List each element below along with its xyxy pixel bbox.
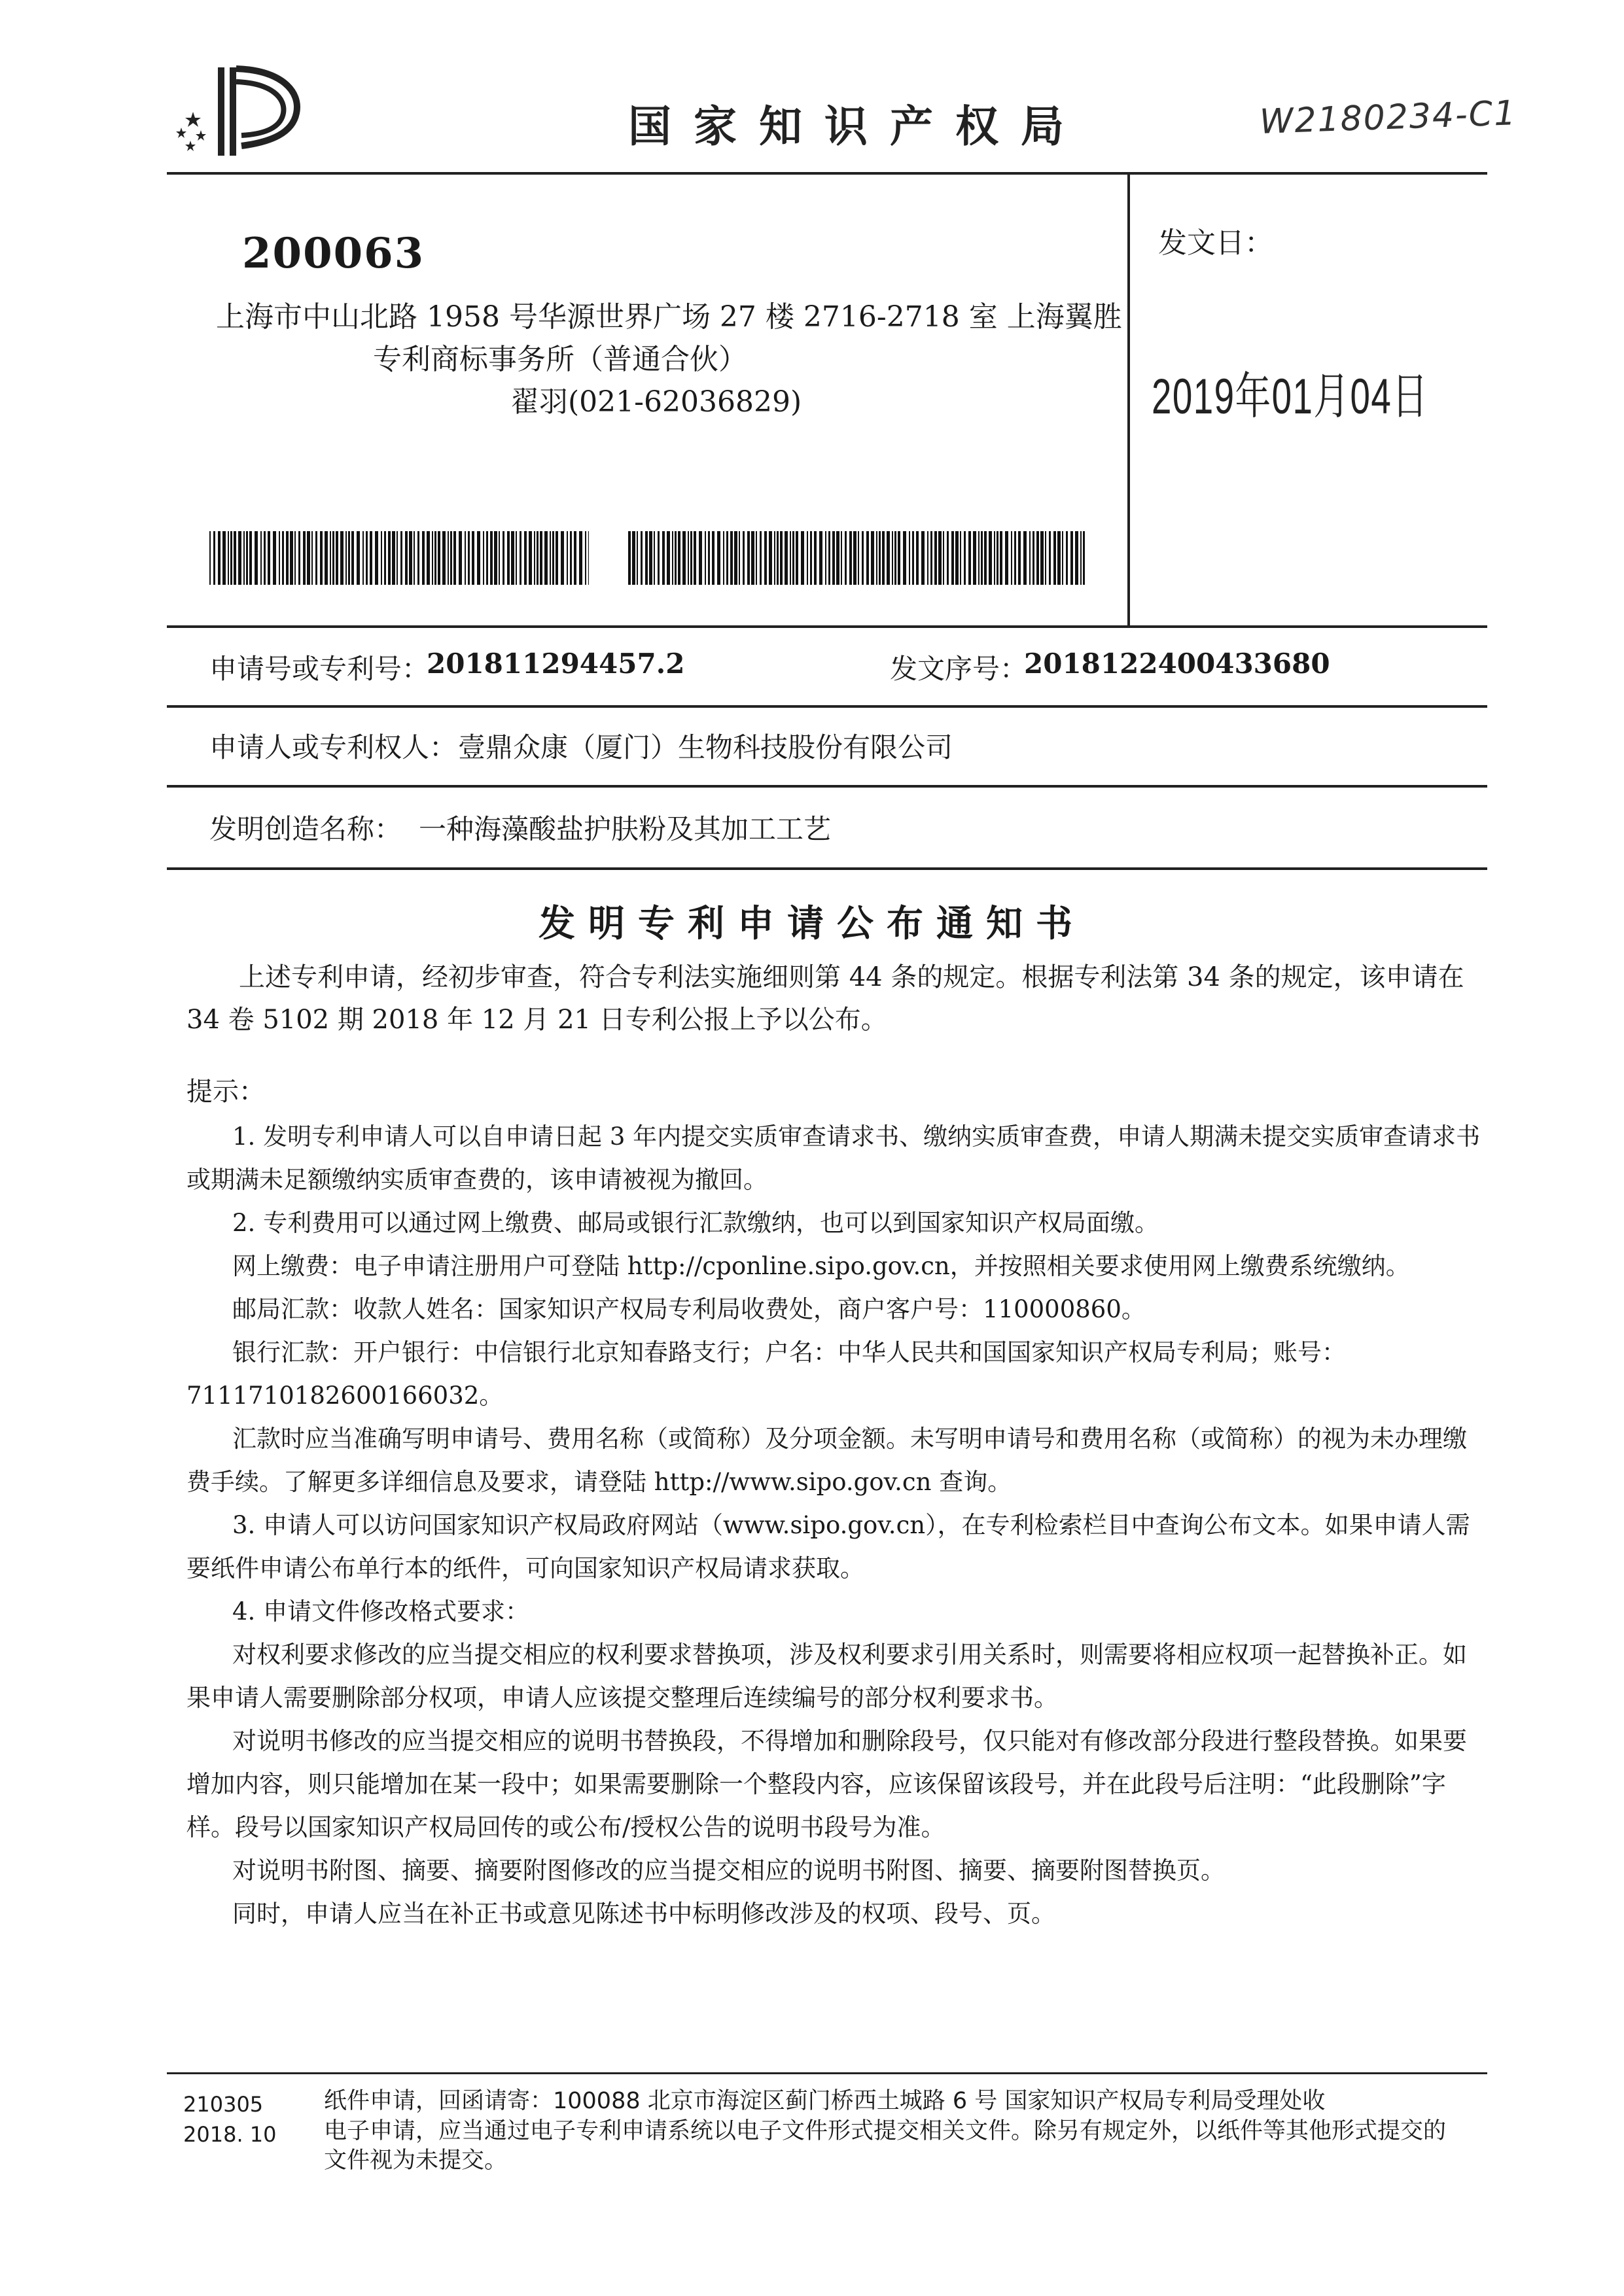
barcode-bar [876, 531, 877, 585]
barcode-bar [1066, 531, 1068, 585]
barcode-bar [760, 531, 762, 585]
barcode-bar [381, 531, 382, 585]
barcode-bar [213, 531, 215, 585]
barcode-bar [849, 531, 852, 585]
barcode-bar [628, 531, 631, 585]
barcode-bar [524, 531, 527, 585]
postal-code: 200063 [242, 229, 425, 278]
barcode-bar [529, 531, 532, 585]
barcode-bar [739, 531, 740, 585]
barcode-bar [303, 531, 306, 585]
barcode-bar [708, 531, 710, 585]
serial-no-label: 发文序号： [890, 653, 1028, 685]
footer-divider [167, 2072, 1487, 2074]
header-divider [167, 172, 1487, 175]
barcode-bar [898, 531, 900, 585]
barcode-bar [801, 531, 804, 585]
tips-list [186, 1115, 1489, 1936]
barcode-bar [690, 531, 692, 585]
barcode-bar [734, 531, 737, 585]
barcode-bar [769, 531, 772, 585]
barcode-bar [209, 531, 211, 585]
barcode-bar [1023, 531, 1027, 585]
barcode-bar [570, 531, 572, 585]
barcode-bar [218, 531, 221, 585]
barcode-bar [912, 531, 914, 585]
barcode-bar [743, 531, 745, 585]
barcode-bar [499, 531, 500, 585]
barcode-bar [472, 531, 474, 585]
barcode-bar [845, 531, 847, 585]
barcode-bar [392, 531, 395, 585]
document-title: 发明专利申请公布通知书 [538, 903, 1086, 945]
notice-paragraph: 上述专利申请，经初步审查，符合专利法实施细则第 44 条的规定。根据专利法第 34 条的规定，该申请在 34 卷 5102 期 2018 年 12 月 21 日专利公报上予以公布。 [186, 962, 1464, 1035]
barcode-bar [427, 531, 430, 585]
barcode-bar [417, 531, 419, 585]
barcode-bar [981, 531, 983, 585]
barcode-bar [1053, 531, 1056, 585]
barcode-bar [1029, 531, 1031, 585]
barcode-bar [1062, 531, 1063, 585]
barcode-bar [927, 531, 928, 585]
address-line-2: 专利商标事务所（普通合伙） [373, 343, 747, 376]
barcode-bar [246, 531, 248, 585]
barcode-bar [422, 531, 425, 585]
fields-top-divider [167, 625, 1487, 628]
barcode-bar [678, 531, 680, 585]
barcode-bar [409, 531, 412, 585]
barcode-bar [243, 531, 245, 585]
tip-item: 银行汇款：开户银行：中信银行北京知春路支行；户名：中华人民共和国国家知识产权局专利局；账号：7111710182600166032。 [186, 1338, 1346, 1410]
barcode-bar [780, 531, 783, 585]
barcode-bar [645, 531, 648, 585]
barcode-bar [832, 531, 835, 585]
barcode-bar [1040, 531, 1044, 585]
barcode-bar [807, 531, 808, 585]
barcode-bar [658, 531, 660, 585]
footer-line-1: 纸件申请，回函请寄：100088 北京市海淀区蓟门桥西土城路 6 号 国家知识产权局专利局受理处收 [324, 2088, 1326, 2114]
barcode-bar [1080, 531, 1082, 585]
barcode-bar [567, 531, 568, 585]
dispatch-date-stamp: 2019年01月04日 [1152, 369, 1429, 425]
barcode-bar [550, 531, 551, 585]
barcode-bar [947, 531, 949, 585]
address-line-3: 翟羽(021-62036829) [510, 385, 802, 419]
barcode-bar [1005, 531, 1008, 585]
barcode-left [209, 531, 589, 585]
barcode-bar [637, 531, 638, 585]
barcode-bar [909, 531, 910, 585]
barcode-bar [340, 531, 344, 585]
barcode-bar [315, 531, 317, 585]
barcode-bar [450, 531, 452, 585]
barcode-bar [320, 531, 323, 585]
barcode-bar [699, 531, 702, 585]
tip-item: 邮局汇款：收款人姓名：国家知识产权局专利局收费处，商户客户号：110000860。 [232, 1295, 1146, 1323]
barcode-bar [260, 531, 262, 585]
barcode-bar [442, 531, 446, 585]
tips-label: 提示： [186, 1077, 265, 1107]
barcode-bar [882, 531, 885, 585]
barcode-bar [238, 531, 241, 585]
barcode-bar [989, 531, 992, 585]
barcode-bar [537, 531, 538, 585]
barcode-bar [943, 531, 944, 585]
barcode-bar [432, 531, 433, 585]
footer-line-3: 文件视为未提交。 [324, 2148, 508, 2174]
barcode-bar [960, 531, 961, 585]
barcode-bar [694, 531, 696, 585]
barcode-bar [672, 531, 673, 585]
barcode-bar [955, 531, 959, 585]
tip-item: 网上缴费：电子申请注册用户可登陆 http://cponline.sipo.gov.cn，并按照相关要求使用网上缴费系统缴纳。 [232, 1252, 1410, 1280]
barcode-bar [468, 531, 470, 585]
barcode-bar [747, 531, 750, 585]
barcode-bar [249, 531, 252, 585]
barcode-bar [756, 531, 757, 585]
barcode-bar [764, 531, 767, 585]
application-no-value: 201811294457.2 [427, 648, 685, 680]
barcode-bar [1070, 531, 1073, 585]
tip-item: 同时，申请人应当在补正书或意见陈述书中标明修改涉及的权项、段号、页。 [232, 1900, 1055, 1928]
dispatch-divider [1127, 172, 1130, 625]
tip-item: 3. 申请人可以访问国家知识产权局政府网站（www.sipo.gov.cn），在专利检索栏目中查询公布文本。如果申请人需要纸件申请公布单行本的纸件，可向国家知识产权局请求获取。 [186, 1511, 1470, 1582]
barcode-bar [311, 531, 313, 585]
barcode-bar [819, 531, 822, 585]
footer-line-2: 电子申请，应当通过电子专利申请系统以电子文件形式提交相关文件。除另有规定外，以纸件等其他形式提交的 [324, 2118, 1447, 2144]
barcode-bar [649, 531, 652, 585]
barcode-bar [294, 531, 296, 585]
barcode-bar [978, 531, 980, 585]
barcode-bar [751, 531, 754, 585]
barcode-bar [370, 531, 372, 585]
barcode-bar [654, 531, 655, 585]
barcode-bar [930, 531, 932, 585]
barcode-bar [273, 531, 276, 585]
barcode-bar [938, 531, 942, 585]
tip-item: 2. 专利费用可以通过网上缴费、邮局或银行汇款缴纳，也可以到国家知识产权局面缴。 [232, 1209, 1159, 1237]
barcode-bar [951, 531, 954, 585]
barcode-bar [540, 531, 542, 585]
barcode-bar [290, 531, 293, 585]
barcode-bar [841, 531, 842, 585]
barcode-bar [255, 531, 258, 585]
barcode-bar [579, 531, 582, 585]
barcode-bar [1011, 531, 1012, 585]
applicant-value: 壹鼎众康（厦门）生物科技股份有限公司 [458, 731, 953, 763]
barcode-bar [332, 531, 334, 585]
barcode-left-graphic [209, 531, 589, 585]
barcode-bar [400, 531, 402, 585]
barcode-bar [448, 531, 449, 585]
barcode-bar [994, 531, 995, 585]
barcode-bar [641, 531, 643, 585]
barcode-bar [1000, 531, 1002, 585]
barcode-bar [397, 531, 398, 585]
barcode-bar [588, 531, 589, 585]
barcode-bar [777, 531, 779, 585]
address-line-1: 上海市中山北路 1958 号华源世界广场 27 楼 2716-2718 室 上海翼胜 [216, 300, 1122, 334]
barcode-bar [1049, 531, 1051, 585]
barcode-bar [853, 531, 856, 585]
barcode-bar [887, 531, 890, 585]
barcode-bar [228, 531, 229, 585]
barcode-bar [222, 531, 226, 585]
barcode-bar [298, 531, 300, 585]
tip-item: 4. 申请文件修改格式要求： [232, 1597, 530, 1626]
barcode-bar [534, 531, 535, 585]
barcode-bar [282, 531, 284, 585]
barcode-bar [1045, 531, 1046, 585]
barcode-bar [520, 531, 521, 585]
barcode-bar [511, 531, 514, 585]
barcode-bar [688, 531, 689, 585]
barcode-right-graphic [628, 531, 1086, 585]
barcode-bar [858, 531, 859, 585]
barcode-bar [503, 531, 504, 585]
form-code: 210305 [183, 2092, 264, 2117]
fields-divider-2 [167, 785, 1487, 788]
barcode-bar [892, 531, 893, 585]
barcode-bar [973, 531, 976, 585]
barcode-bar [1033, 531, 1034, 585]
barcode-bar [662, 531, 665, 585]
barcode-bar [705, 531, 706, 585]
barcode-bar [438, 531, 440, 585]
barcode-bar [1014, 531, 1016, 585]
barcode-bar [997, 531, 998, 585]
barcode-bar [712, 531, 715, 585]
barcode-bar [556, 531, 558, 585]
barcode-bar [675, 531, 677, 585]
barcode-bar [871, 531, 874, 585]
barcode-bar [366, 531, 368, 585]
barcode-bar [330, 531, 331, 585]
barcode-bar [1083, 531, 1085, 585]
barcode-bar [279, 531, 280, 585]
barcode-bar [552, 531, 554, 585]
barcode-bar [879, 531, 881, 585]
barcode-bar [516, 531, 517, 585]
barcode-bar [1018, 531, 1021, 585]
barcode-bar [414, 531, 415, 585]
barcode-bar [453, 531, 456, 585]
tip-item: 1. 发明专利申请人可以自申请日起 3 年内提交实质审查请求书、缴纳实质审查费，申请人期满未提交实质审查请求书或期满未足额缴纳实质审查费的，该申请被视为撤回。 [186, 1122, 1481, 1194]
barcode-bar [494, 531, 497, 585]
barcode-bar [814, 531, 817, 585]
barcode-bar [234, 531, 236, 585]
barcode-bar [726, 531, 728, 585]
barcode-bar [325, 531, 328, 585]
barcode-bar [810, 531, 812, 585]
barcode-bar [790, 531, 791, 585]
barcode-bar [934, 531, 937, 585]
fields-divider-1 [167, 705, 1487, 708]
barcode-bar [828, 531, 830, 585]
barcode-bar [230, 531, 232, 585]
barcode-bar [792, 531, 794, 585]
barcode-bar [375, 531, 378, 585]
barcode-bar [574, 531, 576, 585]
tip-item: 对说明书修改的应当提交相应的说明书替换段，不得增加和删除段号，仅只能对有修改部分段进行整段替换。如果要增加内容，则只能增加在某一段中；如果需要删除一个整段内容，应该保留该段号，并在此段号后注明：“此段删除”字样。段号以国家知识产权局回传的或公布/授权公告的说明书段号为准。 [186, 1727, 1467, 1841]
barcode-bar [632, 531, 635, 585]
barcode-bar [916, 531, 919, 585]
barcode-bar [544, 531, 548, 585]
form-version: 2018. 10 [183, 2122, 277, 2147]
barcode-bar [1057, 531, 1061, 585]
barcode-bar [561, 531, 564, 585]
barcode-bar [984, 531, 987, 585]
barcode-bar [964, 531, 966, 585]
barcode-bar [465, 531, 466, 585]
barcode-bar [348, 531, 350, 585]
barcode-bar [477, 531, 480, 585]
applicant-label: 申请人或专利权人： [209, 731, 457, 763]
barcode-bar [486, 531, 488, 585]
barcode-bar [717, 531, 720, 585]
cnipa-logo [167, 62, 304, 160]
barcode-bar [351, 531, 354, 585]
fields-bottom-divider [167, 867, 1487, 870]
barcode-bar [434, 531, 436, 585]
tip-item: 汇款时应当准确写明申请号、费用名称（或简称）及分项金额。未写明申请号和费用名称（或简称）的视为未办理缴费手续。了解更多详细信息及要求，请登陆 http://www.sipo.gov.cn 查询。 [186, 1425, 1467, 1496]
barcode-bar [336, 531, 338, 585]
barcode-bar [345, 531, 347, 585]
barcode-bar [1075, 531, 1078, 585]
cnipa-emblem-icon [167, 62, 304, 160]
barcode-bar [459, 531, 462, 585]
barcode-right [628, 531, 1086, 585]
barcode-bar [286, 531, 289, 585]
barcode-bar [268, 531, 270, 585]
barcode-bar [307, 531, 310, 585]
invention-label: 发明创造名称： [209, 813, 402, 845]
barcode-bar [667, 531, 670, 585]
dispatch-date-label: 发文日： [1158, 226, 1273, 260]
barcode-bar [1036, 531, 1039, 585]
barcode-bar [862, 531, 864, 585]
invention-value: 一种海藻酸盐护肤粉及其加工工艺 [419, 813, 832, 845]
barcode-bar [490, 531, 493, 585]
barcode-bar [894, 531, 896, 585]
barcode-bar [507, 531, 510, 585]
barcode-bar [264, 531, 266, 585]
barcode-bar [730, 531, 733, 585]
organization-name: 国家知识产权局 [628, 101, 1086, 152]
barcode-bar [796, 531, 798, 585]
barcode-bar [405, 531, 408, 585]
application-no-label: 申请号或专利号： [209, 653, 430, 685]
barcode-bar [968, 531, 971, 585]
tip-item: 对权利要求修改的应当提交相应的权利要求替换项，涉及权利要求引用关系时，则需要将相应权项一起替换补正。如果申请人需要删除部分权项，申请人应该提交整理后连续编号的部分权利要求书。 [186, 1641, 1467, 1712]
tip-item: 对说明书附图、摘要、摘要附图修改的应当提交相应的说明书附图、摘要、摘要附图替换页。 [232, 1856, 1225, 1885]
barcode-bar [483, 531, 484, 585]
barcode-bar [903, 531, 906, 585]
barcode-bar [388, 531, 391, 585]
handwritten-reference: W2180234-C1 [1259, 94, 1518, 142]
barcode-bar [384, 531, 386, 585]
barcode-bar [921, 531, 925, 585]
barcode-bar [825, 531, 826, 585]
barcode-bar [774, 531, 775, 585]
barcode-bar [682, 531, 686, 585]
barcode-bar [357, 531, 360, 585]
barcode-bar [836, 531, 839, 585]
barcode-bar [585, 531, 586, 585]
barcode-bar [785, 531, 788, 585]
barcode-bar [866, 531, 869, 585]
serial-no-value: 2018122400433680 [1024, 648, 1330, 680]
barcode-bar [723, 531, 724, 585]
barcode-bar [362, 531, 364, 585]
